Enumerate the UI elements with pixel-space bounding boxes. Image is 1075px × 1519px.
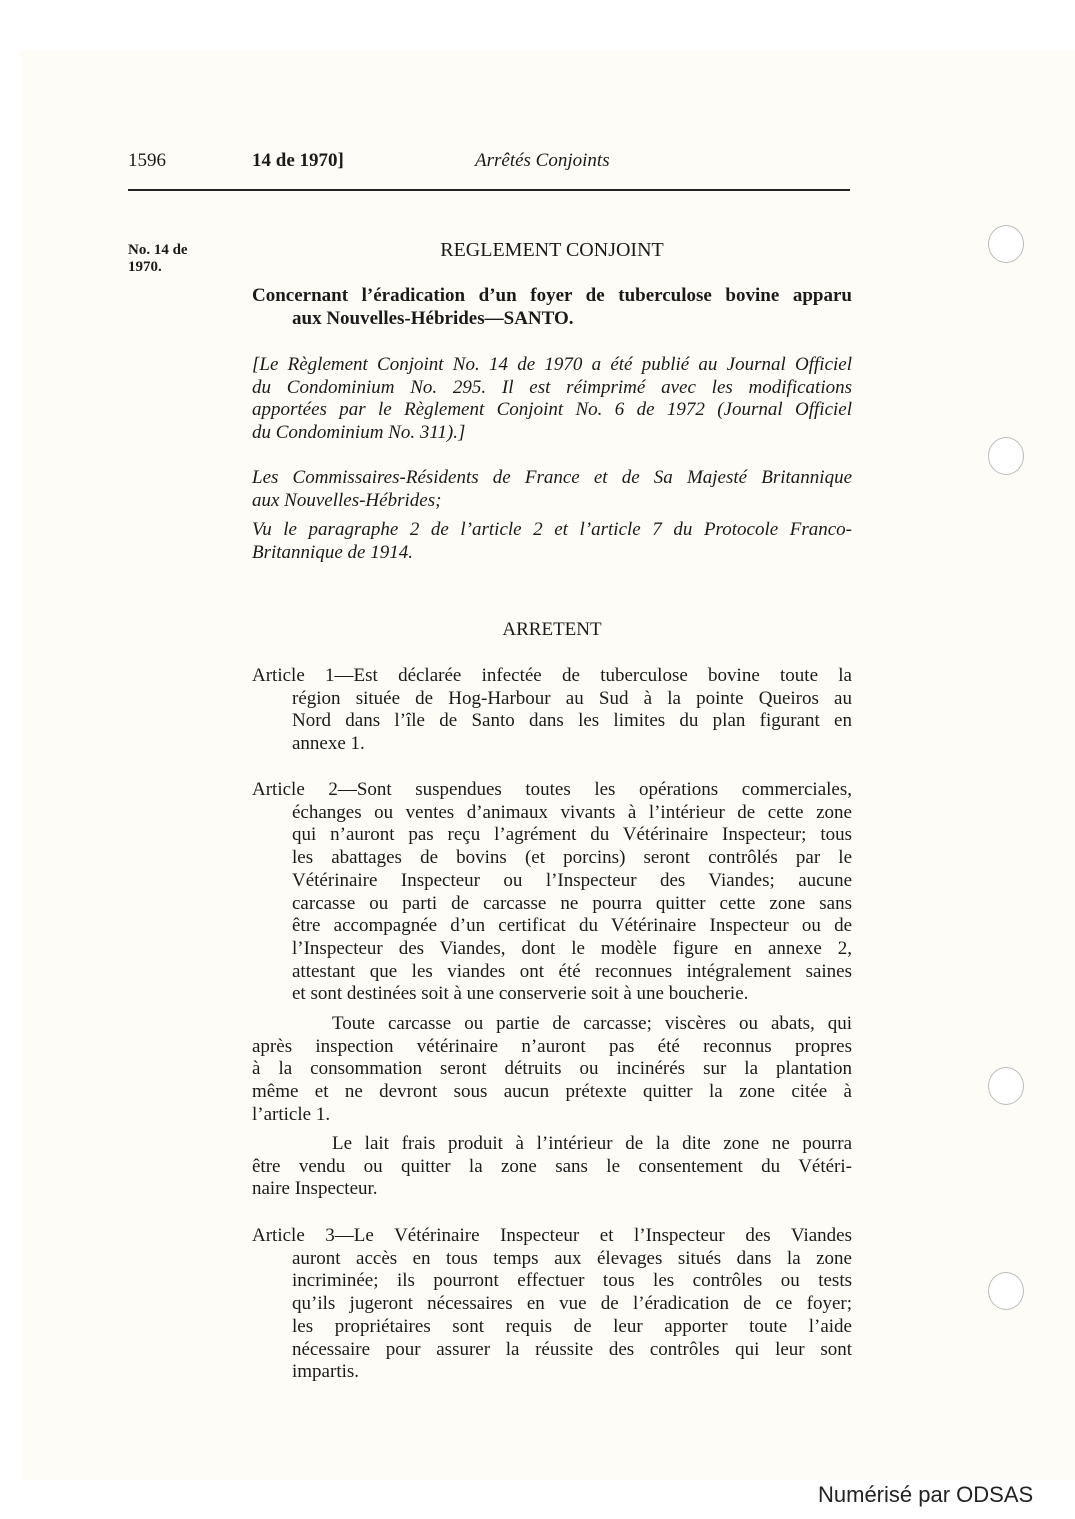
text-line: Article 1—Est déclarée infectée de tuberculose bovine toute la xyxy=(252,665,852,686)
punch-hole xyxy=(988,1272,1024,1310)
text-line: du Condominium No. 311).] xyxy=(252,422,466,444)
text-line: Britannique de 1914. xyxy=(252,541,413,563)
text-line: après inspection vétérinaire n’auront pas été reconnus propres xyxy=(252,1035,852,1057)
text-line: qui n’auront pas reçu l’agrément du Vétérinaire Inspecteur; tous xyxy=(292,824,852,846)
text-line: du Condominium No. 295. Il est réimprimé avec les modifications xyxy=(252,376,852,398)
text-line: Article 2—Sont suspendues toutes les opérations commerciales, xyxy=(252,779,852,800)
article-1 xyxy=(252,665,852,756)
text-line: Vétérinaire Inspecteur ou l’Inspecteur des Viandes; aucune xyxy=(292,869,852,891)
margin-note-line: No. 14 de xyxy=(128,242,188,258)
text-line: même et ne devront sous aucun prétexte quitter la zone citée à xyxy=(252,1081,852,1103)
text-line: Les Commissaires-Résidents de France et de Sa Majesté Britannique xyxy=(252,467,852,488)
text-line: l’Inspecteur des Viandes, dont le modèle figure en annexe 2, xyxy=(292,937,852,959)
text-line: nécessaire pour assurer la réussite des contrôles qui leur sont xyxy=(292,1338,852,1360)
text-line: Vu le paragraphe 2 de l’article 2 et l’article 7 du Protocole Franco- xyxy=(252,519,852,540)
margin-note xyxy=(128,242,188,276)
text-line: Nord dans l’île de Santo dans les limites du plan figurant en xyxy=(292,710,852,732)
header-rule xyxy=(128,189,850,191)
text-line: annexe 1. xyxy=(292,733,365,755)
margin-note-line: 1970. xyxy=(128,259,162,275)
punch-hole xyxy=(988,437,1024,475)
article-2-paragraph-2 xyxy=(252,1013,852,1127)
document-title: REGLEMENT CONJOINT xyxy=(440,239,664,261)
header-reference: 14 de 1970] xyxy=(252,150,344,171)
digitization-credit: Numérisé par ODSAS xyxy=(818,1482,1034,1507)
text-line: et sont destinées soit à une conserverie soit à une boucherie. xyxy=(292,983,749,1005)
punch-hole xyxy=(988,225,1024,263)
text-line: à la consommation seront détruits ou incinérés sur la plantation xyxy=(252,1058,852,1080)
text-line: Concernant l’éradication d’un foyer de tuberculose bovine apparu xyxy=(252,285,852,306)
text-line: qu’ils jugeront nécessaires en vue de l’éradication de ce foyer; xyxy=(292,1293,852,1315)
page-number: 1596 xyxy=(128,150,166,171)
text-line: Le lait frais produit à l’intérieur de la dite zone ne pourra xyxy=(332,1133,852,1154)
text-line: auront accès en tous temps aux élevages situés dans la zone xyxy=(292,1247,852,1269)
text-line: l’article 1. xyxy=(252,1103,331,1125)
text-line: attestant que les viandes ont été reconnues intégralement saines xyxy=(292,960,852,982)
punch-hole xyxy=(988,1067,1024,1105)
text-line: [Le Règlement Conjoint No. 14 de 1970 a été publié au Journal Officiel xyxy=(252,354,852,375)
text-line: échanges ou ventes d’animaux vivants à l’intérieur de cette zone xyxy=(292,801,852,823)
text-line: région située de Hog-Harbour au Sud à la pointe Queiros au xyxy=(292,687,852,709)
text-line: les abattages de bovins (et porcins) seront contrôlés par le xyxy=(292,847,852,869)
text-line: naire Inspecteur. xyxy=(252,1178,378,1200)
publication-note xyxy=(252,354,852,445)
text-line: incriminée; ils pourront effectuer tous les contrôles ou tests xyxy=(292,1270,852,1292)
text-line: être vendu ou quitter la zone sans le consentement du Vétéri- xyxy=(252,1155,852,1177)
header-section-title: Arrêtés Conjoints xyxy=(475,150,610,171)
article-2-paragraph-3 xyxy=(252,1133,852,1201)
preamble-protocol xyxy=(252,519,852,564)
text-line: les propriétaires sont requis de leur apporter toute l’aide xyxy=(292,1315,852,1337)
article-2 xyxy=(252,779,852,1006)
text-line: Toute carcasse ou partie de carcasse; viscères ou abats, qui xyxy=(332,1013,852,1034)
text-line: être accompagnée d’un certificat du Vétérinaire Inspecteur ou de xyxy=(292,915,852,937)
subtitle xyxy=(252,285,852,330)
text-line: Article 3—Le Vétérinaire Inspecteur et l’Inspecteur des Viandes xyxy=(252,1225,852,1246)
text-line: aux Nouvelles-Hébrides—SANTO. xyxy=(292,307,574,329)
text-line: aux Nouvelles-Hébrides; xyxy=(252,489,442,511)
preamble-commissioners xyxy=(252,467,852,512)
article-3 xyxy=(252,1225,852,1384)
text-line: impartis. xyxy=(292,1361,360,1383)
text-line: carcasse ou parti de carcasse ne pourra quitter cette zone sans xyxy=(292,892,852,914)
decree-heading: ARRETENT xyxy=(502,619,602,640)
text-line: apportées par le Règlement Conjoint No. 6 de 1972 (Journal Officiel xyxy=(252,399,852,421)
